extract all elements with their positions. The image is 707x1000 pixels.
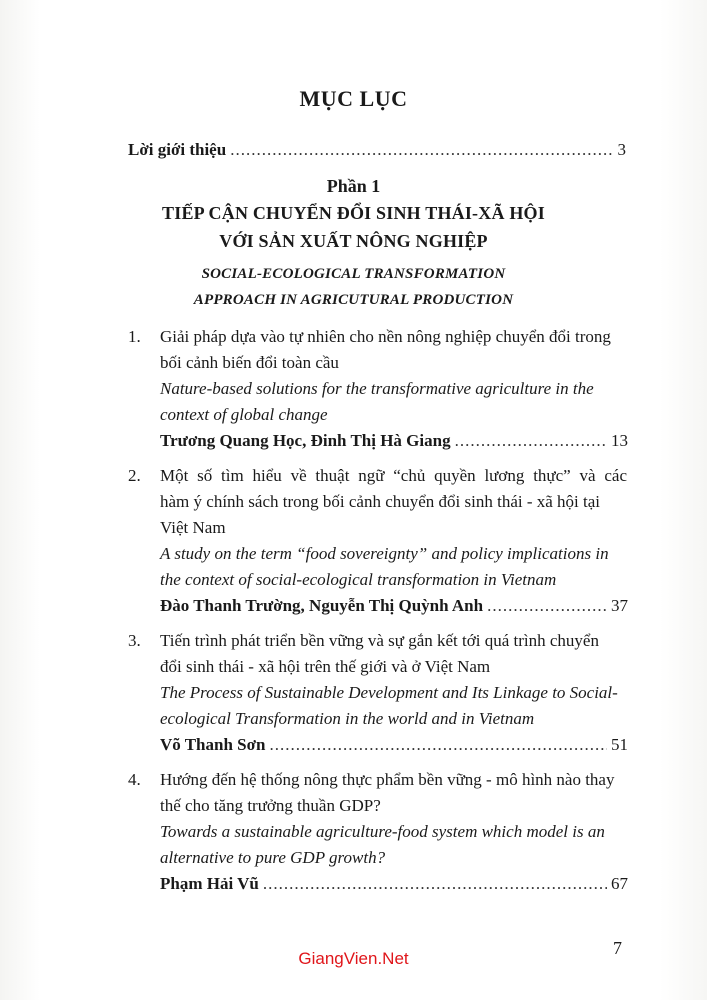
part-title-vi-1: TIẾP CẬN CHUYỂN ĐỔI SINH THÁI-XÃ HỘI: [162, 203, 545, 223]
leader-dots: [263, 874, 607, 894]
entry-3-vi-line-1: Tiến trình phát triển bền vững và sự gắn kết tới quá trình chuyển: [160, 631, 599, 650]
leader-dots: [270, 735, 608, 755]
part-title-vi-2: VỚI SẢN XUẤT NÔNG NGHIỆP: [219, 231, 488, 251]
page-title: MỤC LỤC: [299, 86, 408, 111]
part-title-en-1: SOCIAL-ECOLOGICAL TRANSFORMATION: [201, 266, 506, 282]
entry-1-number: 1.: [128, 327, 141, 346]
entry-2-author-line: [160, 596, 628, 616]
entry-2-en-line-1: A study on the term “food sovereignty” and policy implications in: [160, 544, 609, 563]
entry-3-vi-line-2: đổi sinh thái - xã hội trên thế giới và ở Việt Nam: [160, 657, 491, 676]
entry-2-vi-line-3: Việt Nam: [160, 518, 226, 537]
leader-dots: [455, 431, 607, 451]
entry-1-authors: Trương Quang Học, Đinh Thị Hà Giang: [160, 431, 451, 450]
entry-4-vi-line-1: Hướng đến hệ thống nông thực phẩm bền vững - mô hình nào thay: [160, 770, 615, 789]
entry-1-en-line-2: context of global change: [160, 405, 328, 424]
toc-intro-label: Lời giới thiệu: [128, 140, 227, 159]
leader-dots: [230, 140, 613, 160]
entry-3-authors: Võ Thanh Sơn: [160, 735, 266, 754]
entry-1-vi-line-1: Giải pháp dựa vào tự nhiên cho nền nông nghiệp chuyển đổi trong: [160, 327, 611, 346]
entry-4-vi-line-2: thế cho tăng trưởng thuần GDP?: [160, 796, 381, 815]
entry-3-author-line: [160, 735, 628, 755]
entry-2-number: 2.: [128, 466, 141, 485]
entry-3-en-line-1: The Process of Sustainable Development and Its Linkage to Social-: [160, 683, 618, 702]
toc-intro-page: 3: [617, 140, 626, 159]
entry-2-en-line-2: the context of social-ecological transformation in Vietnam: [160, 570, 557, 589]
entry-4-number: 4.: [128, 770, 141, 789]
leader-dots: [487, 596, 607, 616]
entry-2-vi-line-1: Một số tìm hiểu về thuật ngữ “chủ quyền lương thực” và các: [160, 466, 627, 485]
toc-intro: [128, 140, 626, 160]
part-title-en-2: APPROACH IN AGRICUTURAL PRODUCTION: [193, 292, 514, 308]
entry-4-page: 67: [611, 874, 628, 893]
entry-3-page: 51: [611, 735, 628, 754]
entry-3-number: 3.: [128, 631, 141, 650]
part-number: Phần 1: [326, 176, 381, 196]
entry-1-author-line: [160, 431, 628, 451]
entry-4-authors: Phạm Hải Vũ: [160, 874, 259, 893]
entry-2-vi-line-2: hàm ý chính sách trong bối cảnh chuyển đổi sinh thái - xã hội tại: [160, 492, 601, 511]
entry-1-page: 13: [611, 431, 628, 450]
entry-4-en-line-1: Towards a sustainable agriculture-food system which model is an: [160, 822, 605, 841]
entry-1-en-line-1: Nature-based solutions for the transformative agriculture in the: [160, 379, 594, 398]
entry-2-authors: Đào Thanh Trường, Nguyễn Thị Quỳnh Anh: [160, 596, 484, 615]
watermark: GiangVien.Net: [298, 949, 409, 968]
entry-2-page: 37: [611, 596, 628, 615]
entry-3-en-line-2: ecological Transformation in the world and in Vietnam: [160, 709, 535, 728]
entry-1-vi-line-2: bối cảnh biến đổi toàn cầu: [160, 353, 339, 372]
entry-4-en-line-2: alternative to pure GDP growth?: [160, 848, 386, 867]
page-number: 7: [613, 938, 622, 958]
entry-4-author-line: [160, 874, 628, 894]
